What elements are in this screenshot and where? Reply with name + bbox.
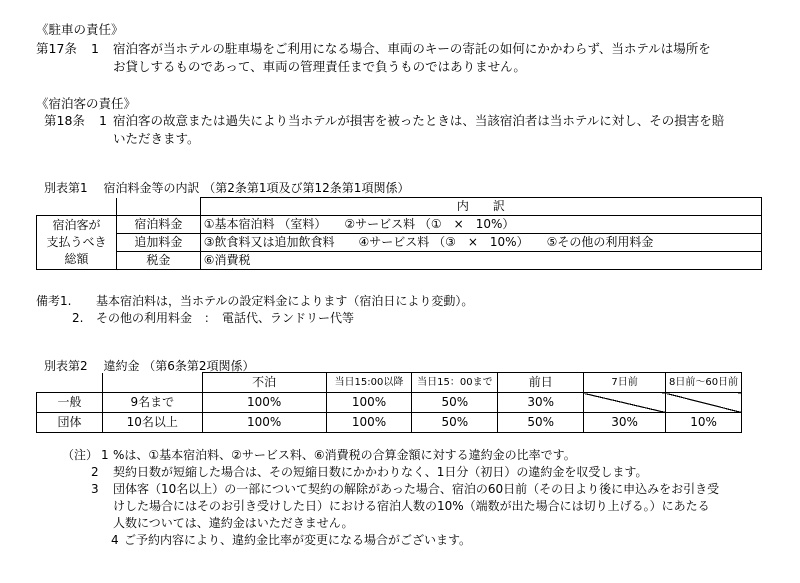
- penalty-col-header: 8日前～60日前: [666, 373, 742, 393]
- fee-row-label: 宿泊料金: [116, 216, 200, 234]
- row-label-line3: 総額: [64, 252, 89, 266]
- footnote-number: 2: [91, 465, 99, 479]
- penalty-table: [36, 372, 742, 433]
- penalty-cell: 50%: [412, 393, 498, 413]
- penalty-row-type: 一般: [37, 393, 103, 413]
- penalty-cell: 50%: [412, 413, 498, 433]
- footnote-text: ご予約内容により、違約金比率が変更になる場合がございます。: [124, 533, 472, 547]
- footnote-number: 4: [111, 533, 119, 547]
- penalty-row-size: 10名以上: [102, 413, 202, 433]
- row-label-line1: 宿泊客が: [52, 218, 101, 232]
- fee-note-2-number: 2.: [72, 311, 84, 325]
- fee-table-corner-2: [116, 198, 200, 216]
- fee-row-label: 税金: [116, 252, 200, 270]
- fee-note-1: 基本宿泊料は，当ホテルの設定料金によります（宿泊日により変動）。: [96, 294, 474, 308]
- penalty-cell-na: [666, 393, 742, 413]
- footnote-text: 団体客（10名以上）の一部について契約の解除があった場合、宿泊の60日前（その日より後に申込みをお引き受: [113, 482, 720, 496]
- footnote-text: 人数については、違約金はいただきません。: [113, 516, 354, 530]
- fee-table-row-label: [37, 216, 117, 270]
- penalty-cell: 100%: [202, 393, 326, 413]
- guest-text-line2: いただきます。: [113, 131, 200, 146]
- fee-table-title: 別表第1 宿泊料金等の内訳 （第2条第1項及び第12条第1項関係）: [44, 181, 410, 195]
- penalty-cell: 100%: [326, 393, 412, 413]
- fee-note-2: その他の利用料金 ： 電話代、ランドリー代等: [96, 311, 355, 325]
- footnote-number: 1: [101, 448, 109, 462]
- penalty-col-header: 当日15：00まで: [412, 373, 498, 393]
- guest-article-number: 第18条: [44, 113, 85, 128]
- guest-text-line1: 宿泊客の故意または過失により当ホテルが損害を被ったときは、当該宿泊者は当ホテルに対し、その損害を賠: [113, 113, 725, 128]
- fee-row-detail: ③飲食料又は追加飲食料 ④サービス料 （③ × 10%） ⑤その他の利用料金: [200, 234, 761, 252]
- parking-text-line2: お貸しするものであって、車両の管理責任まで負うものではありません。: [113, 59, 526, 74]
- parking-text-line1: 宿泊客が当ホテルの駐車場をご利用になる場合、車両のキーの寄託の如何にかかわらず、当ホテルは場所を: [113, 41, 711, 56]
- penalty-cell: 30%: [498, 393, 584, 413]
- penalty-corner-2: [102, 373, 202, 393]
- guest-clause-number: 1: [99, 113, 107, 128]
- fee-row-detail: ⑥消費税: [200, 252, 761, 270]
- penalty-row-type: 団体: [37, 413, 103, 433]
- penalty-col-header: 前日: [498, 373, 584, 393]
- footnote-text: 契約日数が短縮した場合は、その短縮日数にかかわりなく、1日分（初日）の違約金を収受します。: [113, 465, 648, 479]
- penalty-col-header: 不泊: [202, 373, 326, 393]
- row-label-line2: 支払うべき: [46, 235, 107, 249]
- penalty-cell: 10%: [666, 413, 742, 433]
- penalty-cell: 30%: [584, 413, 666, 433]
- guest-heading: 《宿泊客の責任》: [36, 96, 137, 111]
- penalty-cell: 50%: [498, 413, 584, 433]
- penalty-cell-na: [584, 393, 666, 413]
- penalty-cell: 100%: [326, 413, 412, 433]
- fee-row-detail: ①基本宿泊料 （室料） ②サービス料 （① × 10%）: [200, 216, 761, 234]
- parking-clause-number: 1: [91, 41, 99, 56]
- fee-notes-label: 備考1.: [36, 294, 72, 308]
- parking-heading: 《駐車の責任》: [36, 22, 124, 37]
- penalty-col-header: 7日前: [584, 373, 666, 393]
- fee-row-label: 追加料金: [116, 234, 200, 252]
- parking-article-number: 第17条: [36, 41, 77, 56]
- footnote-number: 3: [91, 482, 99, 496]
- penalty-cell: 100%: [202, 413, 326, 433]
- footnote-text: けした場合にはそのお引き受けした日）における宿泊人数の10%（端数が出た場合には切り上げる。）にあたる: [113, 499, 710, 513]
- penalty-col-header: 当日15:00以降: [326, 373, 412, 393]
- penalty-table-title: 別表第2 違約金 （第6条第2項関係）: [44, 359, 255, 373]
- footnotes-label: （注）: [62, 448, 99, 462]
- footnote-text: %は、①基本宿泊料、②サービス料、⑥消費税の合算金額に対する違約金の比率です。: [113, 448, 576, 462]
- fee-table-corner: [37, 198, 117, 216]
- penalty-row-size: 9名まで: [102, 393, 202, 413]
- fee-table: [36, 197, 762, 270]
- fee-table-header: 内 訳: [200, 198, 761, 216]
- penalty-corner: [37, 373, 103, 393]
